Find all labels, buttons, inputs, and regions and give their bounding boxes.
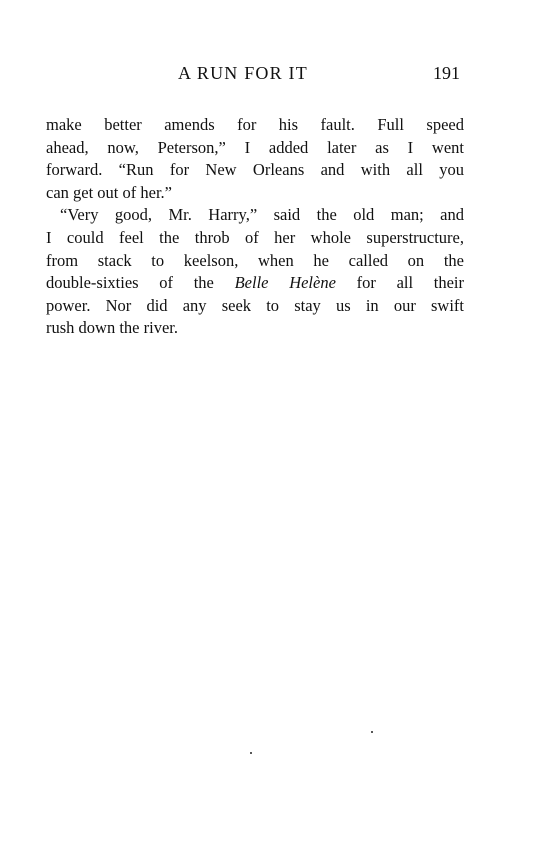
body-text (46, 114, 464, 340)
text-line-with-italic (46, 272, 464, 295)
text-line: rush down the river. (46, 318, 178, 338)
text-run: double-sixties of the (46, 273, 235, 293)
text-line: ahead, now, Peterson,” I added later as I went (46, 137, 464, 157)
text-line: I could feel the throb of her whole superstructure, (46, 227, 464, 247)
running-title: A RUN FOR IT (178, 63, 308, 83)
running-head (46, 63, 464, 87)
paragraph-2 (46, 204, 464, 340)
text-line: make better amends for his fault. Full speed (46, 115, 464, 134)
text-run: for all their (335, 273, 464, 293)
page-number: 191 (433, 63, 460, 83)
ink-speck (250, 752, 252, 754)
text-line: power. Nor did any seek to stay us in our swift (46, 295, 464, 315)
text-line: can get out of her.” (46, 182, 172, 202)
text-line: forward. “Run for New Orleans and with all you (46, 160, 464, 180)
text-line: “Very good, Mr. Harry,” said the old man; and (60, 205, 464, 225)
ink-speck (371, 731, 373, 733)
text-line: from stack to keelson, when he called on the (46, 250, 464, 270)
ship-name: Belle Helène (234, 273, 336, 293)
paragraph-1 (46, 114, 464, 204)
